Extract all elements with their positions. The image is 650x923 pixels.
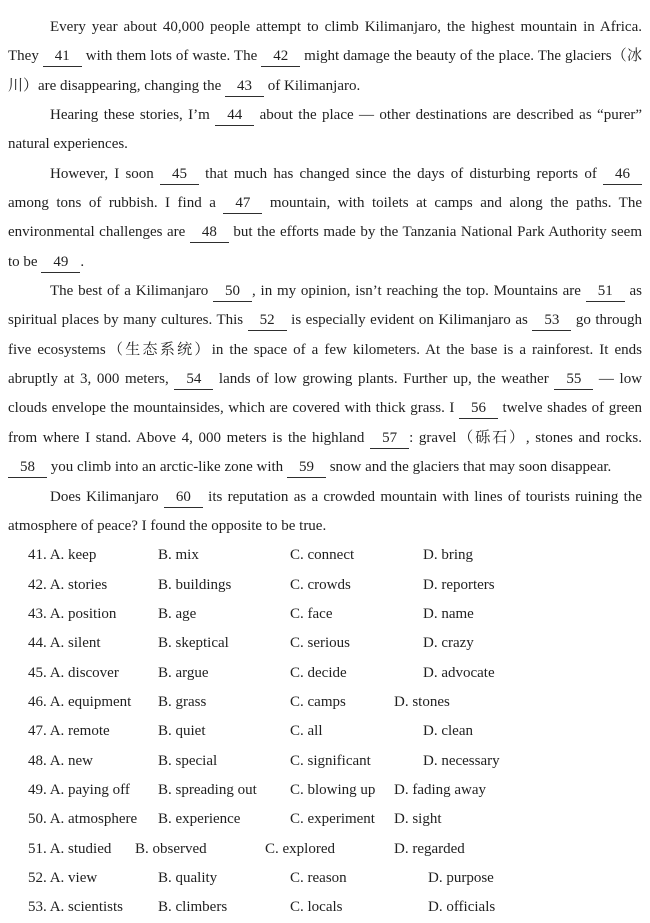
blank-45: 45 xyxy=(160,164,199,185)
text-segment: . xyxy=(80,253,85,270)
blank-52: 52 xyxy=(248,310,287,331)
option-a-label: A. equipment xyxy=(49,693,132,710)
option-b: B. grass xyxy=(158,693,207,710)
option-number: 47. xyxy=(28,723,47,740)
text-segment: go through five ecosystems（生态系统）in the space of a few kilometers. At the base is a rainforest. It ends abruptly at 3, 000 meters, xyxy=(8,312,643,388)
option-row-44 xyxy=(28,629,642,658)
option-a xyxy=(28,659,158,688)
text-segment: might damage the beauty of the place. The glaciers（冰川）are disappearing, changing the xyxy=(8,48,643,94)
option-a xyxy=(28,600,158,629)
blank-43: 43 xyxy=(225,76,264,97)
option-row-51 xyxy=(28,835,642,864)
option-c: C. significant xyxy=(290,752,371,769)
option-c: C. connect xyxy=(290,547,355,564)
option-a xyxy=(28,541,158,570)
option-number: 45. xyxy=(28,664,47,681)
option-number: 44. xyxy=(28,635,47,652)
option-a-label: A. studied xyxy=(49,840,112,857)
option-a xyxy=(28,629,158,658)
option-row-43 xyxy=(28,600,642,629)
option-number: 46. xyxy=(28,693,47,710)
option-row-53 xyxy=(28,893,642,922)
option-number: 52. xyxy=(28,869,47,886)
option-a xyxy=(28,571,158,600)
option-a xyxy=(28,776,158,805)
text-segment: Hearing these stories, I’m xyxy=(50,107,216,124)
blank-58: 58 xyxy=(8,457,47,478)
text-segment: you climb into an arctic-like zone with xyxy=(47,459,287,476)
option-row-50 xyxy=(28,805,642,834)
blank-48: 48 xyxy=(190,222,229,243)
option-d: D. purpose xyxy=(428,869,494,886)
option-number: 42. xyxy=(28,576,47,593)
option-d: D. clean xyxy=(423,723,473,740)
option-d: D. crazy xyxy=(423,635,474,652)
option-a-label: A. atmosphere xyxy=(49,811,138,828)
option-b: B. argue xyxy=(158,664,209,681)
option-a-label: A. keep xyxy=(49,547,97,564)
option-a-label: A. new xyxy=(49,752,94,769)
option-c: C. face xyxy=(290,605,333,622)
option-c: C. blowing up xyxy=(290,781,376,798)
text-segment: However, I soon xyxy=(50,165,160,182)
option-a xyxy=(28,835,135,864)
text-segment: its reputation as a crowded mountain with lines of tourists ruining the atmosphere of peace? I found the opposite to be true. xyxy=(8,488,642,534)
blank-54: 54 xyxy=(174,369,213,390)
option-b: B. experience xyxy=(158,811,241,828)
blank-41: 41 xyxy=(43,46,82,67)
option-d: D. regarded xyxy=(394,840,465,857)
option-row-48 xyxy=(28,747,642,776)
text-segment: but the efforts made by the Tanzania National Park Authority seem to be xyxy=(8,224,642,270)
option-c: C. decide xyxy=(290,664,347,681)
option-a xyxy=(28,717,158,746)
option-d: D. necessary xyxy=(423,752,500,769)
option-row-45 xyxy=(28,659,642,688)
option-c: C. explored xyxy=(265,840,335,857)
option-a-label: A. stories xyxy=(49,576,108,593)
blank-57: 57 xyxy=(370,428,409,449)
passage-paragraph xyxy=(8,277,642,482)
blank-42: 42 xyxy=(261,46,300,67)
option-b: B. age xyxy=(158,605,197,622)
option-c: C. serious xyxy=(290,635,350,652)
option-a xyxy=(28,805,158,834)
text-segment: twelve shades of green from where I stand. Above 4, 000 meters is the highland xyxy=(8,400,642,446)
cloze-passage xyxy=(8,13,642,541)
text-segment: — low clouds envelope the mountainsides, which are covered with thick grass. I xyxy=(8,371,643,417)
option-number: 51. xyxy=(28,840,47,857)
option-c: C. reason xyxy=(290,869,347,886)
option-d: D. advocate xyxy=(423,664,495,681)
option-number: 53. xyxy=(28,899,47,916)
option-c: C. experiment xyxy=(290,811,375,828)
option-a xyxy=(28,747,158,776)
text-segment: is especially evident on Kilimanjaro as xyxy=(286,312,533,329)
option-row-52 xyxy=(28,864,642,893)
text-segment: about the place — other destinations are described as “purer” natural experiences. xyxy=(8,107,643,153)
blank-60: 60 xyxy=(164,487,203,508)
option-number: 41. xyxy=(28,547,47,564)
blank-47: 47 xyxy=(223,193,262,214)
option-c: C. locals xyxy=(290,899,343,916)
option-d: D. fading away xyxy=(394,781,487,798)
option-row-42 xyxy=(28,571,642,600)
option-b: B. special xyxy=(158,752,218,769)
option-number: 43. xyxy=(28,605,47,622)
text-segment: snow and the glaciers that may soon disappear. xyxy=(325,459,612,476)
option-a-label: A. silent xyxy=(49,635,101,652)
option-a xyxy=(28,864,158,893)
blank-46: 46 xyxy=(603,164,642,185)
text-segment: , in my opinion, isn’t reaching the top. Mountains are xyxy=(252,283,586,300)
option-a-label: A. paying off xyxy=(49,781,130,798)
option-b: B. skeptical xyxy=(158,635,229,652)
text-segment: Every year about 40,000 people attempt to climb Kilimanjaro, the highest mountain in Africa. They xyxy=(8,19,642,65)
text-segment: mountain, with toilets at camps and along the paths. The environmental challenges are xyxy=(8,195,642,241)
option-c: C. all xyxy=(290,723,323,740)
option-d: D. sight xyxy=(394,811,442,828)
blank-56: 56 xyxy=(459,398,498,419)
option-row-46 xyxy=(28,688,642,717)
text-segment: among tons of rubbish. I find a xyxy=(8,195,224,212)
option-d: D. reporters xyxy=(423,576,495,593)
text-segment: lands of low growing plants. Further up, the weather xyxy=(213,371,555,388)
text-segment: of Kilimanjaro. xyxy=(264,77,361,94)
option-a xyxy=(28,893,158,922)
blank-55: 55 xyxy=(554,369,593,390)
option-a-label: A. discover xyxy=(49,664,119,681)
blank-49: 49 xyxy=(41,252,80,273)
option-number: 49. xyxy=(28,781,47,798)
option-a xyxy=(28,688,158,717)
blank-51: 51 xyxy=(586,281,625,302)
text-segment: with them lots of waste. The xyxy=(81,48,262,65)
option-row-41 xyxy=(28,541,642,570)
passage-paragraph xyxy=(8,160,642,277)
option-d: D. stones xyxy=(394,693,450,710)
option-b: B. quality xyxy=(158,869,218,886)
blank-50: 50 xyxy=(213,281,252,302)
passage-paragraph xyxy=(8,13,642,101)
text-segment: The best of a Kilimanjaro xyxy=(50,283,214,300)
option-row-49 xyxy=(28,776,642,805)
option-row-47 xyxy=(28,717,642,746)
option-b: B. buildings xyxy=(158,576,232,593)
blank-53: 53 xyxy=(532,310,571,331)
text-segment: Does Kilimanjaro xyxy=(50,488,164,505)
option-d: D. name xyxy=(423,605,474,622)
passage-paragraph xyxy=(8,101,642,160)
option-a-label: A. position xyxy=(49,605,117,622)
passage-paragraph xyxy=(8,483,642,542)
option-d: D. bring xyxy=(423,547,473,564)
option-a-label: A. remote xyxy=(49,723,110,740)
options-list xyxy=(8,541,642,922)
option-b: B. quiet xyxy=(158,723,206,740)
option-b: B. climbers xyxy=(158,899,228,916)
option-c: C. camps xyxy=(290,693,346,710)
option-b: B. spreading out xyxy=(158,781,257,798)
option-number: 48. xyxy=(28,752,47,769)
text-segment: as spiritual places by many cultures. This xyxy=(8,283,642,329)
option-d: D. officials xyxy=(428,899,496,916)
blank-59: 59 xyxy=(287,457,326,478)
option-b: B. mix xyxy=(158,547,199,564)
option-number: 50. xyxy=(28,811,47,828)
blank-44: 44 xyxy=(215,105,254,126)
text-segment: that much has changed since the days of disturbing reports of xyxy=(198,165,603,182)
option-a-label: A. scientists xyxy=(49,899,124,916)
text-segment: : gravel（砾石）, stones and rocks. xyxy=(409,429,642,446)
option-b: B. observed xyxy=(135,840,207,857)
option-a-label: A. view xyxy=(49,869,98,886)
option-c: C. crowds xyxy=(290,576,351,593)
